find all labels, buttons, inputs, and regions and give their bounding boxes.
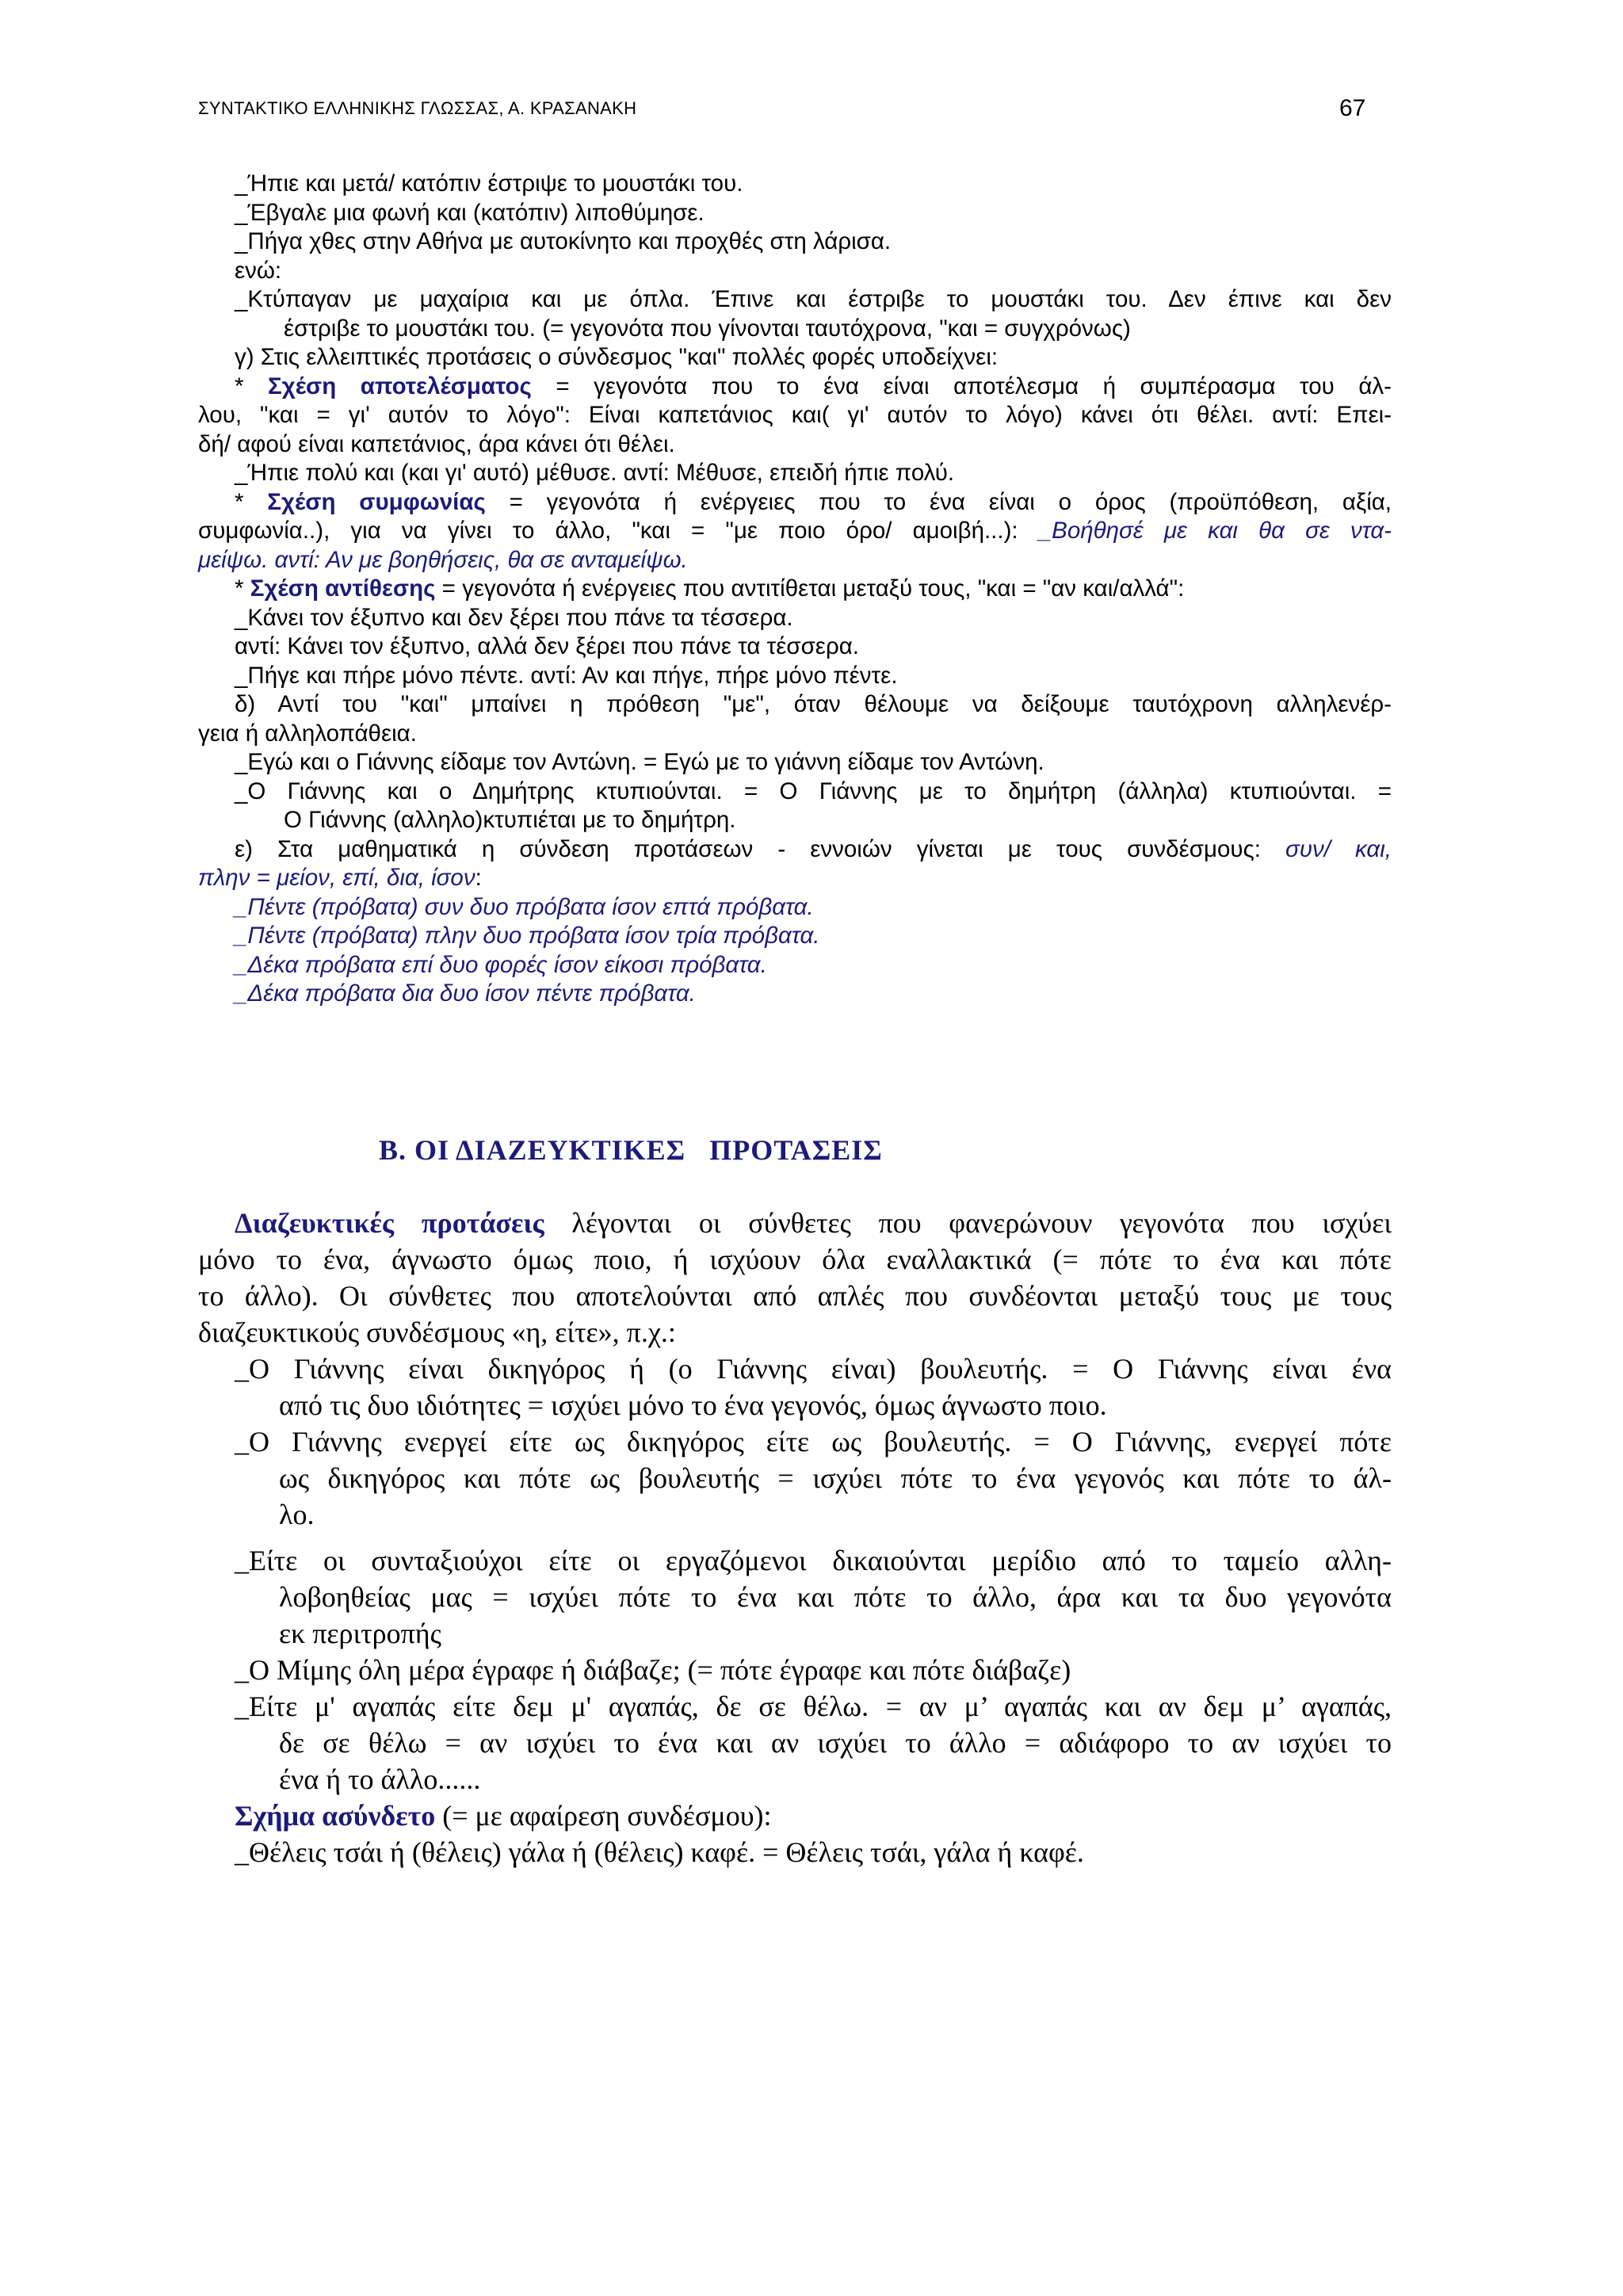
term-result-relation: Σχέση αποτελέσματος (268, 372, 532, 399)
body-part-1 (198, 170, 1392, 1009)
text-line: λοβοηθείας μας = ισχύει πότε το ένα και πότε το άλλο, άρα και τα δυο γεγονότα (279, 1581, 1392, 1613)
text-line: λου, "και = γι' αυτόν το λόγο": Είναι καπετάνιος και( γι' αυτόν το λόγο) κάνει ότι θέλει. αντί: Επει- (198, 402, 1392, 428)
text-span: ε) Στα μαθηματικά η σύνδεση προτάσεων - εννοιών γίνεται με τους συνδέσμους: (235, 835, 1285, 862)
text-line: _Είτε οι συνταξιούχοι είτε οι εργαζόμενοι δικαιούνται μερίδιο από το ταμείο αλλη- (235, 1545, 1392, 1576)
italic-example: _Πέντε (πρόβατα) συν δυο πρόβατα ίσον επτά πρόβατα. (235, 893, 814, 920)
page-number: 67 (1339, 95, 1366, 121)
text-line (235, 575, 1392, 604)
text-span: = γεγονότα ή ενέργειες που το ένα είναι ο όρος (προϋπόθεση, αξία, (485, 488, 1392, 515)
text-line (235, 372, 1392, 402)
italic-example: _Πέντε (πρόβατα) πλην δυο πρόβατα ίσον τρία πρόβατα. (235, 923, 820, 949)
text-span: : (475, 865, 482, 891)
text-span: = γεγονότα που το ένα είναι αποτέλεσμα ή συμπέρασμα του άλ- (531, 372, 1392, 399)
text-line: το άλλο). Οι σύνθετες που αποτελούνται από απλές που συνδέονται μεταξύ τους με τους (198, 1280, 1392, 1312)
text-line: ενώ: (235, 257, 282, 284)
text-line: _Ο Γιάννης είναι δικηγόρος ή (ο Γιάννης είναι) βουλευτής. = Ο Γιάννης είναι ένα (235, 1353, 1392, 1385)
text-line (235, 1797, 1392, 1834)
term-agreement-relation: Σχέση συμφωνίας (267, 488, 486, 515)
italic-conjunctions: πλην = μείον, επί, δια, ίσον (198, 865, 475, 891)
term-asyndeton: Σχήμα ασύνδετο (235, 1800, 436, 1832)
text-line: _Ο Γιάννης και ο Δημήτρης κτυπιούνται. = Ο Γιάννης με το δημήτρη (άλληλα) κτυπιούνται. = (235, 777, 1392, 804)
bullet-star: * (235, 488, 268, 515)
text-line: ως δικηγόρος και πότε ως βουλευτής = ισχύει πότε το ένα γεγονός και πότε το άλ- (279, 1462, 1392, 1494)
text-line (235, 835, 1392, 865)
italic-example: _Δέκα πρόβατα δια δυο ίσον πέντε πρόβατα. (235, 980, 696, 1007)
text-line: αντί: Κάνει τον έξυπνο, αλλά δεν ξέρει που πάνε τα τέσσερα. (235, 633, 859, 659)
text-line: διαζευκτικούς συνδέσμους «η, είτε», π.χ.: (198, 1316, 676, 1348)
text-span: (= με αφαίρεση συνδέσμου): (435, 1800, 772, 1832)
text-line: δ) Αντί του "και" μπαίνει η πρόθεση "με", όταν θέλουμε να δείξουμε ταυτόχρονη αλληλενέρ- (235, 691, 1392, 717)
text-line: εκ περιτροπής (279, 1618, 441, 1649)
section-heading: Β. ΟΙ ΔΙΑΖΕΥΚΤΙΚΕΣ ΠΡΟΤΑΣΕΙΣ (379, 1134, 883, 1166)
term-contrast-relation: Σχέση αντίθεσης (250, 575, 436, 602)
text-line: _Ήπιε και μετά/ κατόπιν έστριψε το μουστάκι του. (235, 170, 743, 197)
text-line: δε σε θέλω = αν ισχύει το ένα και αν ισχύει το άλλο = αδιάφορο το αν ισχύει το (279, 1727, 1392, 1759)
italic-conjunctions: συν/ και, (1285, 835, 1392, 862)
text-line: _Κάνει τον έξυπνο και δεν ξέρει που πάνε τα τέσσερα. (235, 604, 793, 631)
text-line: _Κτύπαγαν με μαχαίρια και με όπλα. Έπινε και έστριβε το μουστάκι του. Δεν έπινε και δεν (235, 286, 1392, 312)
text-line: _Ο Γιάννης ενεργεί είτε ως δικηγόρος είτε ως βουλευτής. = Ο Γιάννης, ενεργεί πότε (235, 1426, 1392, 1457)
text-line (198, 546, 1392, 575)
text-line (198, 864, 1392, 893)
italic-example: _Δέκα πρόβατα επί δυο φορές ίσον είκοσι πρόβατα. (235, 951, 767, 978)
bullet-star: * (235, 372, 269, 399)
text-span: λέγονται οι σύνθετες που φανερώνουν γεγονότα που ισχύει (544, 1207, 1392, 1239)
text-line: ένα ή το άλλο...... (279, 1763, 481, 1795)
text-line: Ο Γιάννης (αλληλο)κτυπιέται με το δημήτρη. (284, 807, 736, 833)
text-line: _Είτε μ' αγαπάς είτε δεμ μ' αγαπάς, δε σε θέλω. = αν μ’ αγαπάς και αν δεμ μ’ αγαπάς, (235, 1690, 1392, 1722)
text-line: γεια ή αλληλοπάθεια. (198, 720, 417, 747)
text-line: _Θέλεις τσάι ή (θέλεις) γάλα ή (θέλεις) καφέ. = Θέλεις τσάι, γάλα ή καφέ. (235, 1836, 1084, 1868)
text-span: = γεγονότα ή ενέργειες που αντιτίθεται μεταξύ τους, "και = "αν και/αλλά": (435, 575, 1185, 602)
text-line: _Έβγαλε μια φωνή και (κατόπιν) λιποθύμησε. (235, 199, 705, 226)
text-line (235, 1205, 1392, 1241)
text-line (235, 488, 1392, 518)
text-line: _Ο Μίμης όλη μέρα έγραφε ή διάβαζε; (= πότε έγραφε και πότε διάβαζε) (235, 1654, 1071, 1686)
running-header-title: ΣΥΝΤΑΚΤΙΚΟ ΕΛΛΗΝΙΚΗΣ ΓΛΩΣΣΑΣ, Α. ΚΡΑΣΑΝΑΚΗ (198, 98, 637, 118)
text-line: μόνο το ένα, άγνωστο όμως ποιο, ή ισχύουν όλα εναλλακτικά (= πότε το ένα και πότε (198, 1244, 1392, 1275)
text-line: γ) Στις ελλειπτικές προτάσεις ο σύνδεσμος "και" πολλές φορές υποδείχνει: (235, 344, 999, 370)
text-line: από τις δυο ιδιότητες = ισχύει μόνο το ένα γεγονός, όμως άγνωστο ποιο. (279, 1389, 1107, 1421)
text-line: _Εγώ και ο Γιάννης είδαμε τον Αντώνη. = Εγώ με το γιάννη είδαμε τον Αντώνη. (235, 749, 1044, 775)
bullet-star: * (235, 575, 250, 602)
body-part-2 (198, 1205, 1392, 1870)
term-disjunctive-clauses: Διαζευκτικές προτάσεις (235, 1207, 544, 1239)
text-line: δή/ αφού είναι καπετάνιος, άρα κάνει ότι θέλει. (198, 430, 675, 457)
italic-example: μείψω. αντί: Αν με βοηθήσεις, θα σε ανταμείψω. (198, 546, 688, 573)
text-line: _Πήγα χθες στην Αθήνα με αυτοκίνητο και προχθές στη λάρισα. (235, 228, 892, 254)
text-line: _Πήγε και πήρε μόνο πέντε. αντί: Αν και πήγε, πήρε μόνο πέντε. (235, 662, 898, 689)
text-line: _Ήπιε πολύ και (και γι' αυτό) μέθυσε. αντί: Μέθυσε, επειδή ήπιε πολύ. (235, 460, 955, 486)
text-span: συμφωνία..), για να γίνει το άλλο, "και = "με ποιο όρο/ αμοιβή...): (198, 518, 1039, 544)
text-line: λο. (279, 1499, 315, 1530)
text-line (198, 517, 1392, 546)
text-line: έστριβε το μουστάκι του. (= γεγονότα που γίνονται ταυτόχρονα, "και = συγχρόνως) (284, 315, 1131, 342)
italic-example: _Βοήθησέ με και θα σε ντα- (1038, 518, 1392, 544)
